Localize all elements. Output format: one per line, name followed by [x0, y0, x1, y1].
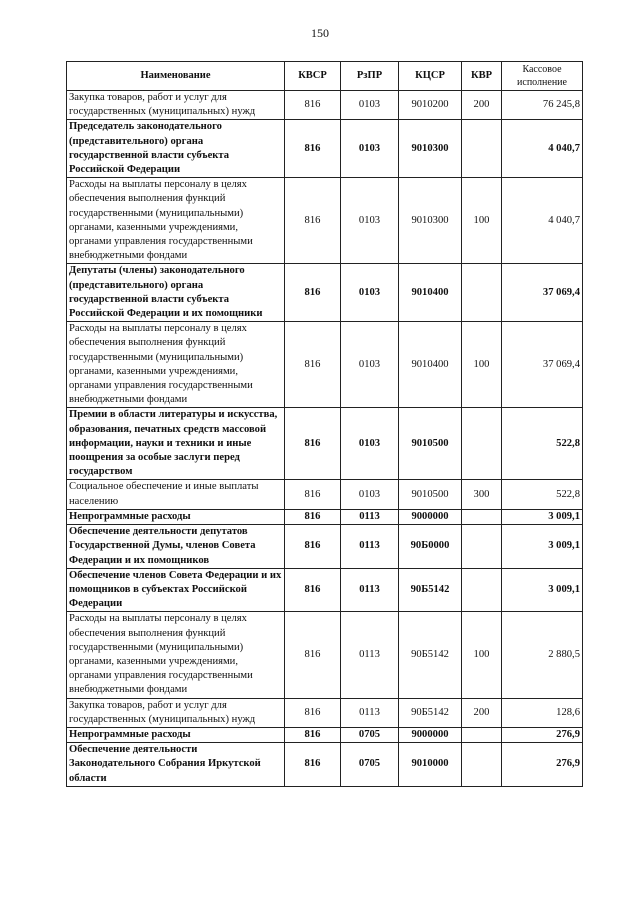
cell-amount: 522,8: [502, 480, 583, 509]
cell-kcsr: 9010500: [399, 408, 462, 480]
header-amount: Кассовое исполнение: [502, 62, 583, 91]
cell-rzpr: 0113: [341, 509, 399, 524]
cell-kvsr: 816: [285, 525, 341, 569]
cell-name: Расходы на выплаты персоналу в целях обеспечения выполнения функций государственными (муниципальными) органами, казенными учреждениями, органами управления государственными внебюджетными фондами: [67, 178, 285, 264]
cell-amount: 2 880,5: [502, 612, 583, 698]
page-number: 150: [311, 26, 329, 40]
cell-name: Обеспечение членов Совета Федерации и их помощников в субъектах Российской Федерации: [67, 568, 285, 612]
cell-rzpr: 0103: [341, 264, 399, 322]
cell-rzpr: 0113: [341, 568, 399, 612]
table-row: [67, 568, 583, 612]
cell-kvr: [462, 743, 502, 787]
cell-name: Расходы на выплаты персоналу в целях обеспечения выполнения функций государственными (муниципальными) органами, казенными учреждениями, органами управления государственными внебюджетными фондами: [67, 612, 285, 698]
cell-rzpr: 0103: [341, 480, 399, 509]
cell-kvsr: 816: [285, 698, 341, 727]
table-body: [67, 91, 583, 787]
table-header-row: [67, 62, 583, 91]
cell-amount: 4 040,7: [502, 178, 583, 264]
cell-kcsr: 9000000: [399, 509, 462, 524]
cell-kvr: [462, 264, 502, 322]
cell-name: Закупка товаров, работ и услуг для государственных (муниципальных) нужд: [67, 91, 285, 120]
cell-kvsr: 816: [285, 568, 341, 612]
cell-kvr: 100: [462, 612, 502, 698]
cell-kcsr: 9010300: [399, 120, 462, 178]
cell-kvsr: 816: [285, 480, 341, 509]
header-kvr: КВР: [462, 62, 502, 91]
cell-kcsr: 90Б0000: [399, 525, 462, 569]
cell-name: Социальное обеспечение и иные выплаты населению: [67, 480, 285, 509]
table-row: [67, 322, 583, 408]
cell-amount: 3 009,1: [502, 509, 583, 524]
cell-name: Непрограммные расходы: [67, 509, 285, 524]
cell-rzpr: 0103: [341, 120, 399, 178]
cell-kcsr: 9000000: [399, 727, 462, 742]
table-row: [67, 743, 583, 787]
cell-kvr: 200: [462, 91, 502, 120]
cell-kvr: [462, 525, 502, 569]
table-row: [67, 480, 583, 509]
cell-kcsr: 9010000: [399, 743, 462, 787]
cell-kvsr: 816: [285, 408, 341, 480]
cell-kvsr: 816: [285, 612, 341, 698]
table-row: [67, 408, 583, 480]
table-row: [67, 727, 583, 742]
cell-kvr: [462, 568, 502, 612]
cell-kvsr: 816: [285, 264, 341, 322]
cell-rzpr: 0113: [341, 698, 399, 727]
cell-rzpr: 0705: [341, 743, 399, 787]
header-rzpr: РзПР: [341, 62, 399, 91]
cell-kvr: 100: [462, 178, 502, 264]
cell-amount: 3 009,1: [502, 568, 583, 612]
cell-rzpr: 0103: [341, 408, 399, 480]
cell-amount: 76 245,8: [502, 91, 583, 120]
cell-kvr: 100: [462, 322, 502, 408]
table-row: [67, 525, 583, 569]
table-row: [67, 509, 583, 524]
cell-name: Расходы на выплаты персоналу в целях обеспечения выполнения функций государственными (муниципальными) органами, казенными учреждениями, органами управления государственными внебюджетными фондами: [67, 322, 285, 408]
cell-rzpr: 0113: [341, 612, 399, 698]
table-row: [67, 178, 583, 264]
cell-amount: 276,9: [502, 743, 583, 787]
cell-kcsr: 9010400: [399, 264, 462, 322]
header-kvsr: КВСР: [285, 62, 341, 91]
cell-kcsr: 9010400: [399, 322, 462, 408]
cell-name: Обеспечение деятельности депутатов Государственной Думы, членов Совета Федерации и их помощников: [67, 525, 285, 569]
cell-kcsr: 90Б5142: [399, 698, 462, 727]
cell-kvr: [462, 408, 502, 480]
table-row: [67, 698, 583, 727]
cell-rzpr: 0103: [341, 91, 399, 120]
cell-amount: 522,8: [502, 408, 583, 480]
cell-kvsr: 816: [285, 120, 341, 178]
cell-name: Премии в области литературы и искусства, образования, печатных средств массовой информации, науки и техники и иные поощрения за особые заслуги перед государством: [67, 408, 285, 480]
cell-amount: 37 069,4: [502, 264, 583, 322]
header-name: Наименование: [67, 62, 285, 91]
cell-kvr: [462, 509, 502, 524]
budget-execution-table: [66, 61, 583, 787]
table-row: [67, 264, 583, 322]
cell-rzpr: 0103: [341, 322, 399, 408]
cell-kvr: 200: [462, 698, 502, 727]
cell-kvr: 300: [462, 480, 502, 509]
cell-kvsr: 816: [285, 91, 341, 120]
cell-rzpr: 0705: [341, 727, 399, 742]
header-kcsr: КЦСР: [399, 62, 462, 91]
table-row: [67, 120, 583, 178]
cell-kvsr: 816: [285, 322, 341, 408]
cell-kvr: [462, 120, 502, 178]
cell-kvsr: 816: [285, 743, 341, 787]
cell-kcsr: 9010300: [399, 178, 462, 264]
cell-name: Обеспечение деятельности Законодательного Собрания Иркутской области: [67, 743, 285, 787]
table-row: [67, 91, 583, 120]
cell-kvr: [462, 727, 502, 742]
cell-name: Председатель законодательного (представительного) органа государственной власти субъекта Российской Федерации: [67, 120, 285, 178]
cell-kcsr: 90Б5142: [399, 568, 462, 612]
cell-kcsr: 90Б5142: [399, 612, 462, 698]
cell-name: Закупка товаров, работ и услуг для государственных (муниципальных) нужд: [67, 698, 285, 727]
cell-amount: 128,6: [502, 698, 583, 727]
cell-kcsr: 9010500: [399, 480, 462, 509]
cell-kvsr: 816: [285, 727, 341, 742]
cell-kcsr: 9010200: [399, 91, 462, 120]
cell-amount: 3 009,1: [502, 525, 583, 569]
cell-amount: 4 040,7: [502, 120, 583, 178]
cell-amount: 37 069,4: [502, 322, 583, 408]
cell-name: Непрограммные расходы: [67, 727, 285, 742]
table-row: [67, 612, 583, 698]
cell-rzpr: 0113: [341, 525, 399, 569]
cell-amount: 276,9: [502, 727, 583, 742]
cell-kvsr: 816: [285, 509, 341, 524]
cell-rzpr: 0103: [341, 178, 399, 264]
cell-kvsr: 816: [285, 178, 341, 264]
cell-name: Депутаты (члены) законодательного (представительного) органа государственной власти субъекта Российской Федерации и их помощники: [67, 264, 285, 322]
